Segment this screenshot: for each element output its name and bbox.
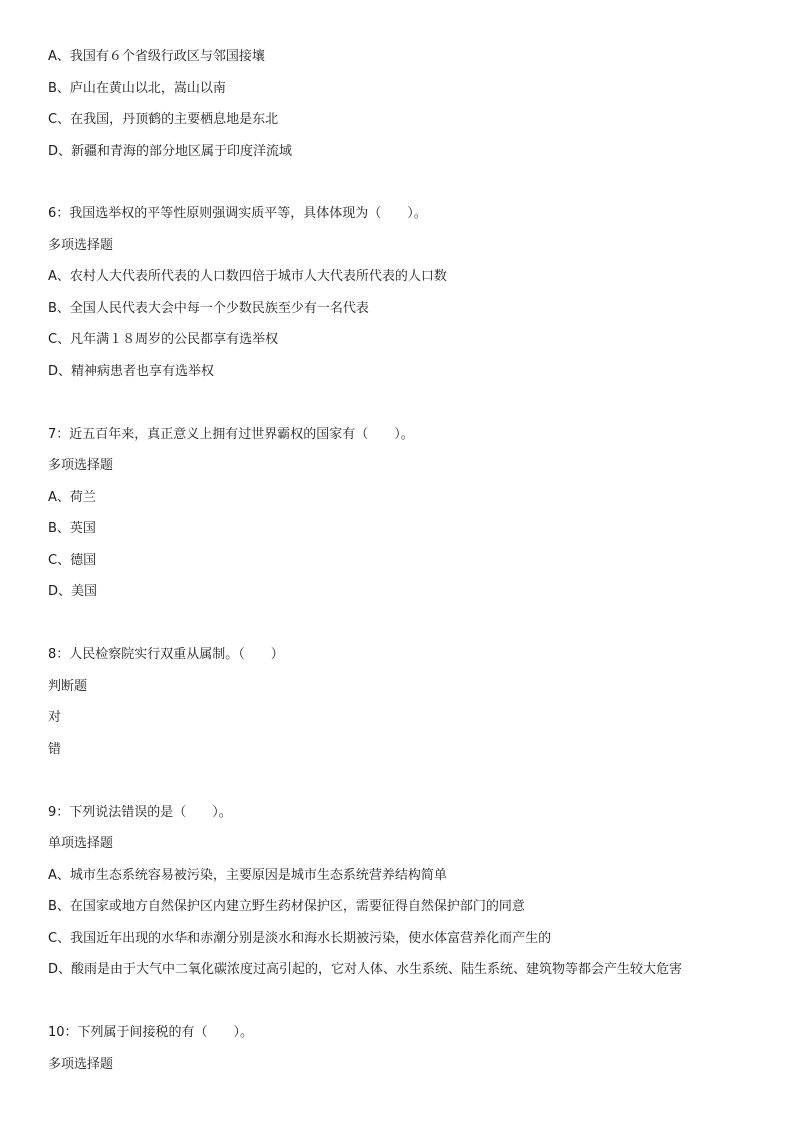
- q8-stem: 8：人民检察院实行双重从属制。（ ）: [48, 647, 284, 662]
- q9-option-d: D、酸雨是由于大气中二氧化碳浓度过高引起的，它对人体、水生系统、陆生系统、建筑物等都会产生较大危害: [48, 962, 683, 977]
- q8-type: 判断题: [48, 679, 88, 694]
- q9-option-a: A、城市生态系统容易被污染，主要原因是城市生态系统营养结构简单: [48, 868, 447, 883]
- q10-stem: 10：下列属于间接税的有（ ）。: [48, 1025, 254, 1040]
- q9-stem: 9：下列说法错误的是（ ）。: [48, 805, 232, 820]
- q6-option-b: B、全国人民代表大会中每一个少数民族至少有一名代表: [48, 301, 369, 316]
- q6-type: 多项选择题: [48, 238, 114, 253]
- q7-option-a: A、荷兰: [48, 490, 96, 505]
- q7-option-b: B、英国: [48, 521, 96, 536]
- q8-option-false: 错: [48, 742, 62, 757]
- q7-option-d: D、美国: [48, 584, 98, 599]
- q8-option-true: 对: [48, 710, 62, 725]
- q7-stem: 7：近五百年来，真正意义上拥有过世界霸权的国家有（ ）。: [48, 427, 414, 442]
- q6-option-d: D、精神病患者也享有选举权: [48, 364, 215, 379]
- q7-option-c: C、德国: [48, 553, 97, 568]
- q6-stem: 6：我国选举权的平等性原则强调实质平等，具体体现为（ ）。: [48, 206, 427, 221]
- q6-option-a: A、农村人大代表所代表的人口数四倍于城市人大代表所代表的人口数: [48, 269, 447, 284]
- q10-type: 多项选择题: [48, 1057, 114, 1072]
- q9-option-c: C、我国近年出现的水华和赤潮分别是淡水和海水长期被污染，使水体富营养化而产生的: [48, 931, 552, 946]
- q5-option-d: D、新疆和青海的部分地区属于印度洋流域: [48, 144, 293, 159]
- q5-option-c: C、在我国，丹顶鹤的主要栖息地是东北: [48, 112, 279, 127]
- q5-option-a: A、我国有６个省级行政区与邻国接壤: [48, 49, 265, 64]
- q9-type: 单项选择题: [48, 836, 114, 851]
- q5-option-b: B、庐山在黄山以北，嵩山以南: [48, 81, 226, 96]
- q7-type: 多项选择题: [48, 458, 114, 473]
- q6-option-c: C、凡年满１８周岁的公民都享有选举权: [48, 332, 279, 347]
- q9-option-b: B、在国家或地方自然保护区内建立野生药材保护区，需要征得自然保护部门的同意: [48, 899, 525, 914]
